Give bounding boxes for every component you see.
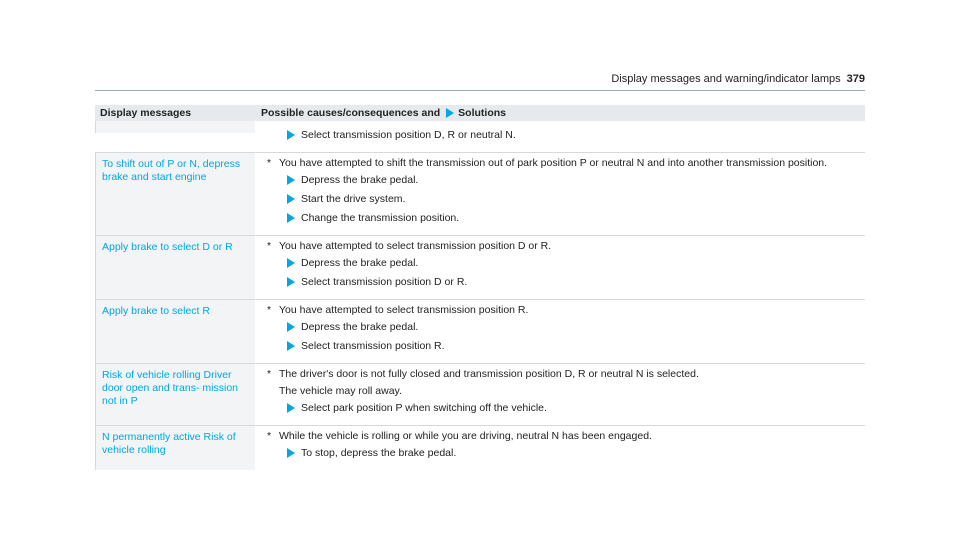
cause-line	[263, 430, 865, 443]
solution-text: Select park position P when switching off the vehicle.	[301, 402, 547, 414]
solution-step	[263, 402, 865, 415]
cause-text: You have attempted to select transmission position R.	[279, 304, 529, 316]
message-cell: Risk of vehicle rolling Driver door open and trans- mission not in P	[95, 364, 255, 425]
triangle-arrow-icon	[287, 175, 295, 185]
triangle-arrow-icon	[287, 194, 295, 204]
solution-text: Change the transmission position.	[301, 212, 460, 224]
message-cell: Apply brake to select D or R	[95, 236, 255, 299]
cause-line	[263, 240, 865, 253]
messages-table	[95, 105, 865, 470]
footnote-asterisk: *	[267, 240, 272, 252]
solution-step	[263, 212, 865, 225]
page-header-title: Display messages and warning/indicator lamps	[611, 73, 841, 85]
triangle-arrow-icon	[287, 277, 295, 287]
note-text: The vehicle may roll away.	[279, 385, 402, 397]
triangle-arrow-icon	[287, 213, 295, 223]
triangle-arrow-icon	[287, 403, 295, 413]
page-number: 379	[846, 73, 865, 85]
table-row	[95, 121, 865, 153]
solution-step	[263, 447, 865, 460]
triangle-arrow-icon	[287, 130, 295, 140]
header-divider	[95, 90, 865, 91]
cause-line	[263, 157, 865, 170]
solution-cell	[255, 426, 865, 470]
solution-step	[263, 129, 865, 142]
footnote-asterisk: *	[267, 157, 272, 169]
solution-text: Depress the brake pedal.	[301, 257, 419, 269]
cause-text: You have attempted to select transmission position D or R.	[279, 240, 552, 252]
triangle-arrow-icon	[287, 341, 295, 351]
table-row	[95, 300, 865, 364]
table-row	[95, 236, 865, 300]
message-cell: To shift out of P or N, depress brake and start engine	[95, 153, 255, 235]
solution-step	[263, 257, 865, 270]
table-row	[95, 364, 865, 426]
solution-cell	[255, 153, 865, 235]
footnote-asterisk: *	[267, 430, 272, 442]
cause-line	[263, 304, 865, 317]
solution-cell	[255, 121, 865, 152]
solution-step	[263, 321, 865, 334]
message-cell: N permanently active Risk of vehicle rolling	[95, 426, 255, 470]
solution-step	[263, 193, 865, 206]
message-cell	[95, 121, 255, 133]
col-header-solutions-label: Solutions	[458, 106, 507, 119]
solution-cell	[255, 364, 865, 425]
solution-step	[263, 340, 865, 353]
col-header-causes-label: Possible causes/consequences and	[261, 106, 441, 119]
col-header-solutions	[255, 107, 506, 120]
cause-line	[263, 368, 865, 381]
solution-step	[263, 276, 865, 289]
cause-text: You have attempted to shift the transmission out of park position P or neutral N and into another transmission position.	[279, 157, 828, 169]
solution-text: Select transmission position R.	[301, 340, 445, 352]
table-header	[95, 105, 865, 121]
message-cell: Apply brake to select R	[95, 300, 255, 363]
footnote-asterisk: *	[267, 304, 272, 316]
solution-text: Start the drive system.	[301, 193, 406, 205]
solution-text: Depress the brake pedal.	[301, 174, 419, 186]
cause-text: The driver's door is not fully closed and transmission position D, R or neutral N is selected.	[279, 368, 699, 380]
triangle-arrow-icon	[287, 448, 295, 458]
triangle-arrow-icon	[287, 322, 295, 332]
solution-cell	[255, 236, 865, 299]
footnote-asterisk: *	[267, 368, 272, 380]
triangle-arrow-icon	[287, 258, 295, 268]
solution-text: Select transmission position D or R.	[301, 276, 468, 288]
triangle-arrow-icon	[446, 108, 454, 118]
col-header-messages: Display messages	[100, 106, 192, 119]
table-row	[95, 426, 865, 470]
solution-text: Depress the brake pedal.	[301, 321, 419, 333]
solution-text: To stop, depress the brake pedal.	[301, 447, 457, 459]
table-row	[95, 153, 865, 236]
solution-text: Select transmission position D, R or neutral N.	[301, 129, 516, 141]
solution-cell	[255, 300, 865, 363]
page-header	[600, 73, 865, 85]
solution-step	[263, 174, 865, 187]
cause-text: While the vehicle is rolling or while you are driving, neutral N has been engaged.	[279, 430, 652, 442]
